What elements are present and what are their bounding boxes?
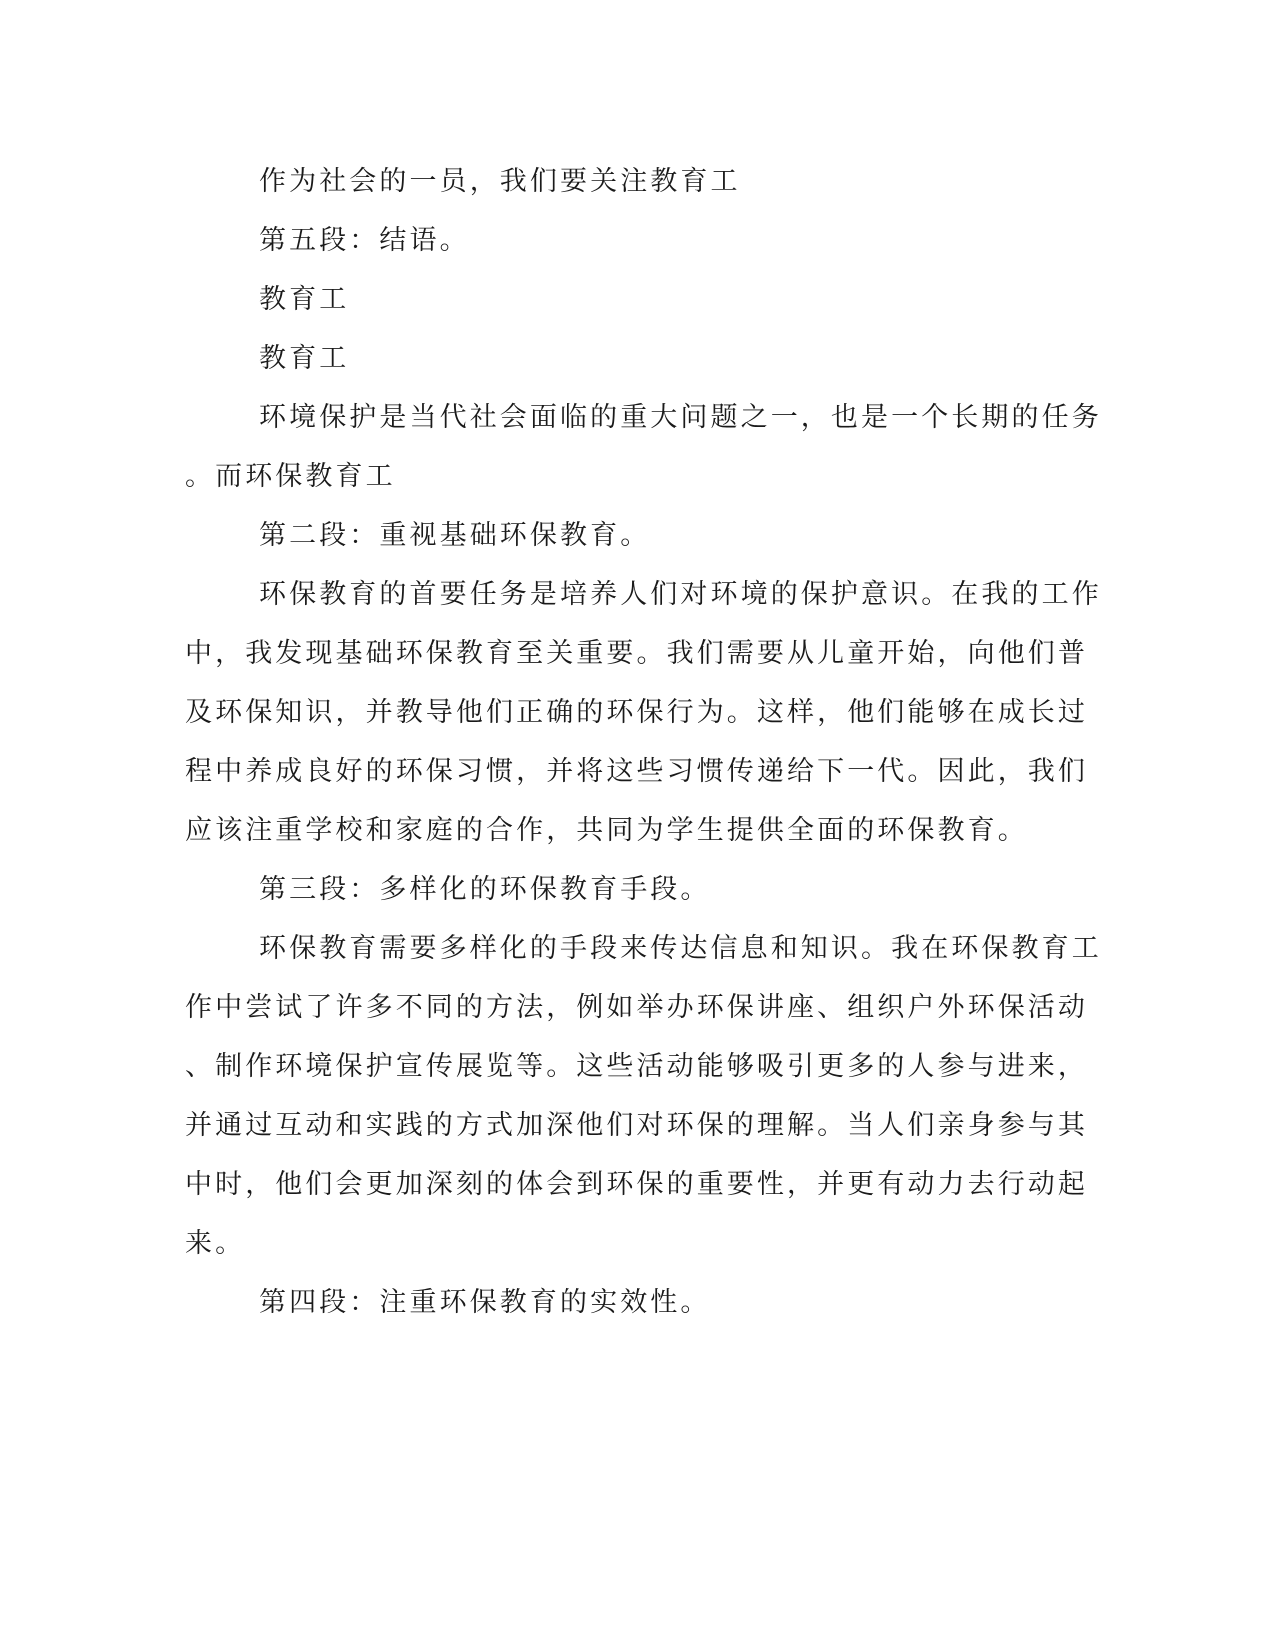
text-line: 中时，他们会更加深刻的体会到环保的重要性，并更有动力去行动起	[185, 1169, 1088, 1200]
text-line: 环境保护是当代社会面临的重大问题之一，也是一个长期的任务	[259, 402, 1102, 433]
section-heading: 第二段：重视基础环保教育。	[259, 520, 651, 551]
text-line: 程中养成良好的环保习惯，并将这些习惯传递给下一代。因此，我们	[185, 756, 1088, 787]
text-line: 教育工	[259, 343, 350, 374]
text-line: 环保教育的首要任务是培养人们对环境的保护意识。在我的工作	[259, 579, 1102, 610]
text-line: 及环保知识，并教导他们正确的环保行为。这样，他们能够在成长过	[185, 697, 1088, 728]
text-line: 教育工	[259, 284, 350, 315]
text-line: 并通过互动和实践的方式加深他们对环保的理解。当人们亲身参与其	[185, 1110, 1088, 1141]
section-heading: 第三段：多样化的环保教育手段。	[259, 874, 711, 905]
text-line: 来。	[185, 1228, 246, 1259]
text-line: 作中尝试了许多不同的方法，例如举办环保讲座、组织户外环保活动	[185, 992, 1088, 1023]
text-line: 中，我发现基础环保教育至关重要。我们需要从儿童开始，向他们普	[185, 638, 1088, 669]
text-line: 、制作环境保护宣传展览等。这些活动能够吸引更多的人参与进来，	[185, 1051, 1088, 1082]
text-line: 作为社会的一员，我们要关注教育工	[259, 166, 741, 197]
text-line: 环保教育需要多样化的手段来传达信息和知识。我在环保教育工	[259, 933, 1102, 964]
text-line: 。而环保教育工	[185, 461, 396, 492]
section-heading: 第四段：注重环保教育的实效性。	[259, 1287, 711, 1318]
section-heading: 第五段：结语。	[259, 225, 470, 256]
text-line: 应该注重学校和家庭的合作，共同为学生提供全面的环保教育。	[185, 815, 1028, 846]
